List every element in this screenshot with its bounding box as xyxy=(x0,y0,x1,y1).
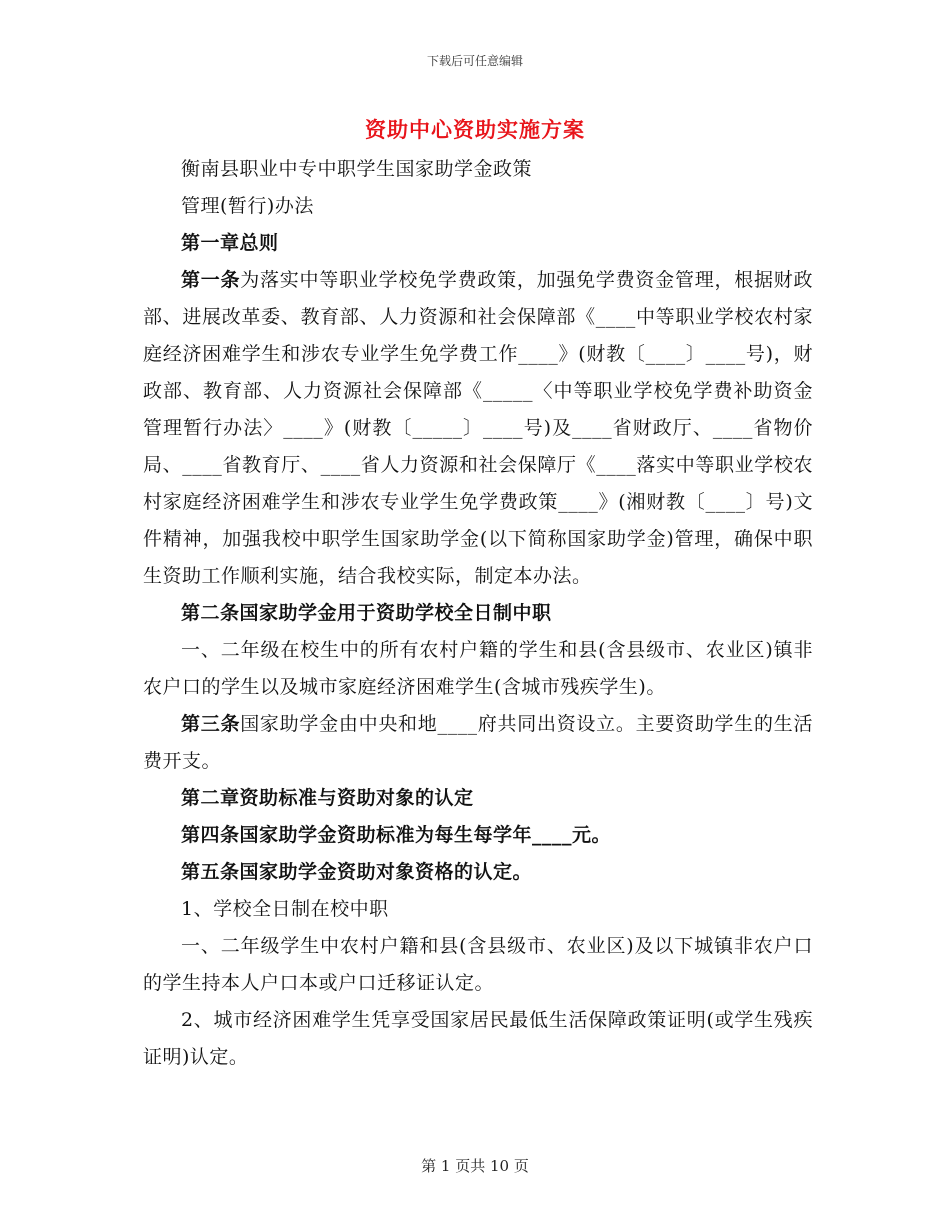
page-footer: 第 1 页共 10 页 xyxy=(421,1157,529,1175)
paragraph-text: 2、城市经济困难学生凭享受国家居民最低生活保障政策证明(或学生残疾证明)认定。 xyxy=(143,1009,813,1068)
paragraph-text: 1、学校全日制在校中职 xyxy=(181,898,389,920)
chapter-2-heading xyxy=(143,780,813,817)
paragraph-text: 管理(暂行)办法 xyxy=(181,195,314,217)
article-5 xyxy=(143,854,813,891)
page-header: 下载后可任意编辑 xyxy=(426,54,523,68)
article-5-item-1-body xyxy=(143,928,813,1002)
subtitle-line-2 xyxy=(143,188,813,225)
article-5-item-1 xyxy=(143,891,813,928)
paragraph-text: 衡南县职业中专中职学生国家助学金政策 xyxy=(181,158,533,180)
paragraph-lead: 第四条国家助学金资助标准为每生每学年____元。 xyxy=(181,824,612,846)
document-title: 资助中心资助实施方案 xyxy=(365,118,585,142)
subtitle-line-1 xyxy=(143,151,813,188)
article-4 xyxy=(143,817,813,854)
paragraph-lead: 第五条国家助学金资助对象资格的认定。 xyxy=(181,861,533,883)
article-2 xyxy=(143,595,813,632)
paragraph-text: 为落实中等职业学校免学费政策，加强免学费资金管理，根据财政部、进展改革委、教育部、人力资源和社会保障部《____中等职业学校农村家庭经济困难学生和涉农专业学生免学费工作____》(财教〔____〕____号)，财政部、教育部、人力资源社会保障部《_____〈中等职业学校免学费补助资金管理暂行办法〉____》(财教〔_____〕____号)及____省财政厅、____省物价局、____省教育厅、____省人力资源和社会保障厅《____落实中等职业学校农村家庭经济困难学生和涉农专业学生免学费政策____》(湘财教〔____〕号)文件精神，加强我校中职学生国家助学金(以下简称国家助学金)管理，确保中职生资助工作顺利实施，结合我校实际，制定本办法。 xyxy=(143,269,813,587)
chapter-1-heading xyxy=(143,225,813,262)
paragraph-text: 一、二年级学生中农村户籍和县(含县级市、农业区)及以下城镇非农户口的学生持本人户口本或户口迁移证认定。 xyxy=(143,935,813,994)
article-2-body xyxy=(143,632,813,706)
article-3 xyxy=(143,706,813,780)
document-body xyxy=(143,151,813,1076)
paragraph-text: 一、二年级在校生中的所有农村户籍的学生和县(含县级市、农业区)镇非农户口的学生以及城市家庭经济困难学生(含城市残疾学生)。 xyxy=(143,639,813,698)
paragraph-lead: 第一章总则 xyxy=(181,232,279,254)
paragraph-lead: 第一条 xyxy=(181,269,241,291)
paragraph-lead: 第二章资助标准与资助对象的认定 xyxy=(181,787,474,809)
paragraph-text: 国家助学金由中央和地____府共同出资设立。主要资助学生的生活费开支。 xyxy=(143,713,813,772)
article-5-item-2 xyxy=(143,1002,813,1076)
paragraph-lead: 第三条 xyxy=(181,713,241,735)
paragraph-lead: 第二条国家助学金用于资助学校全日制中职 xyxy=(181,602,552,624)
article-1 xyxy=(143,262,813,595)
